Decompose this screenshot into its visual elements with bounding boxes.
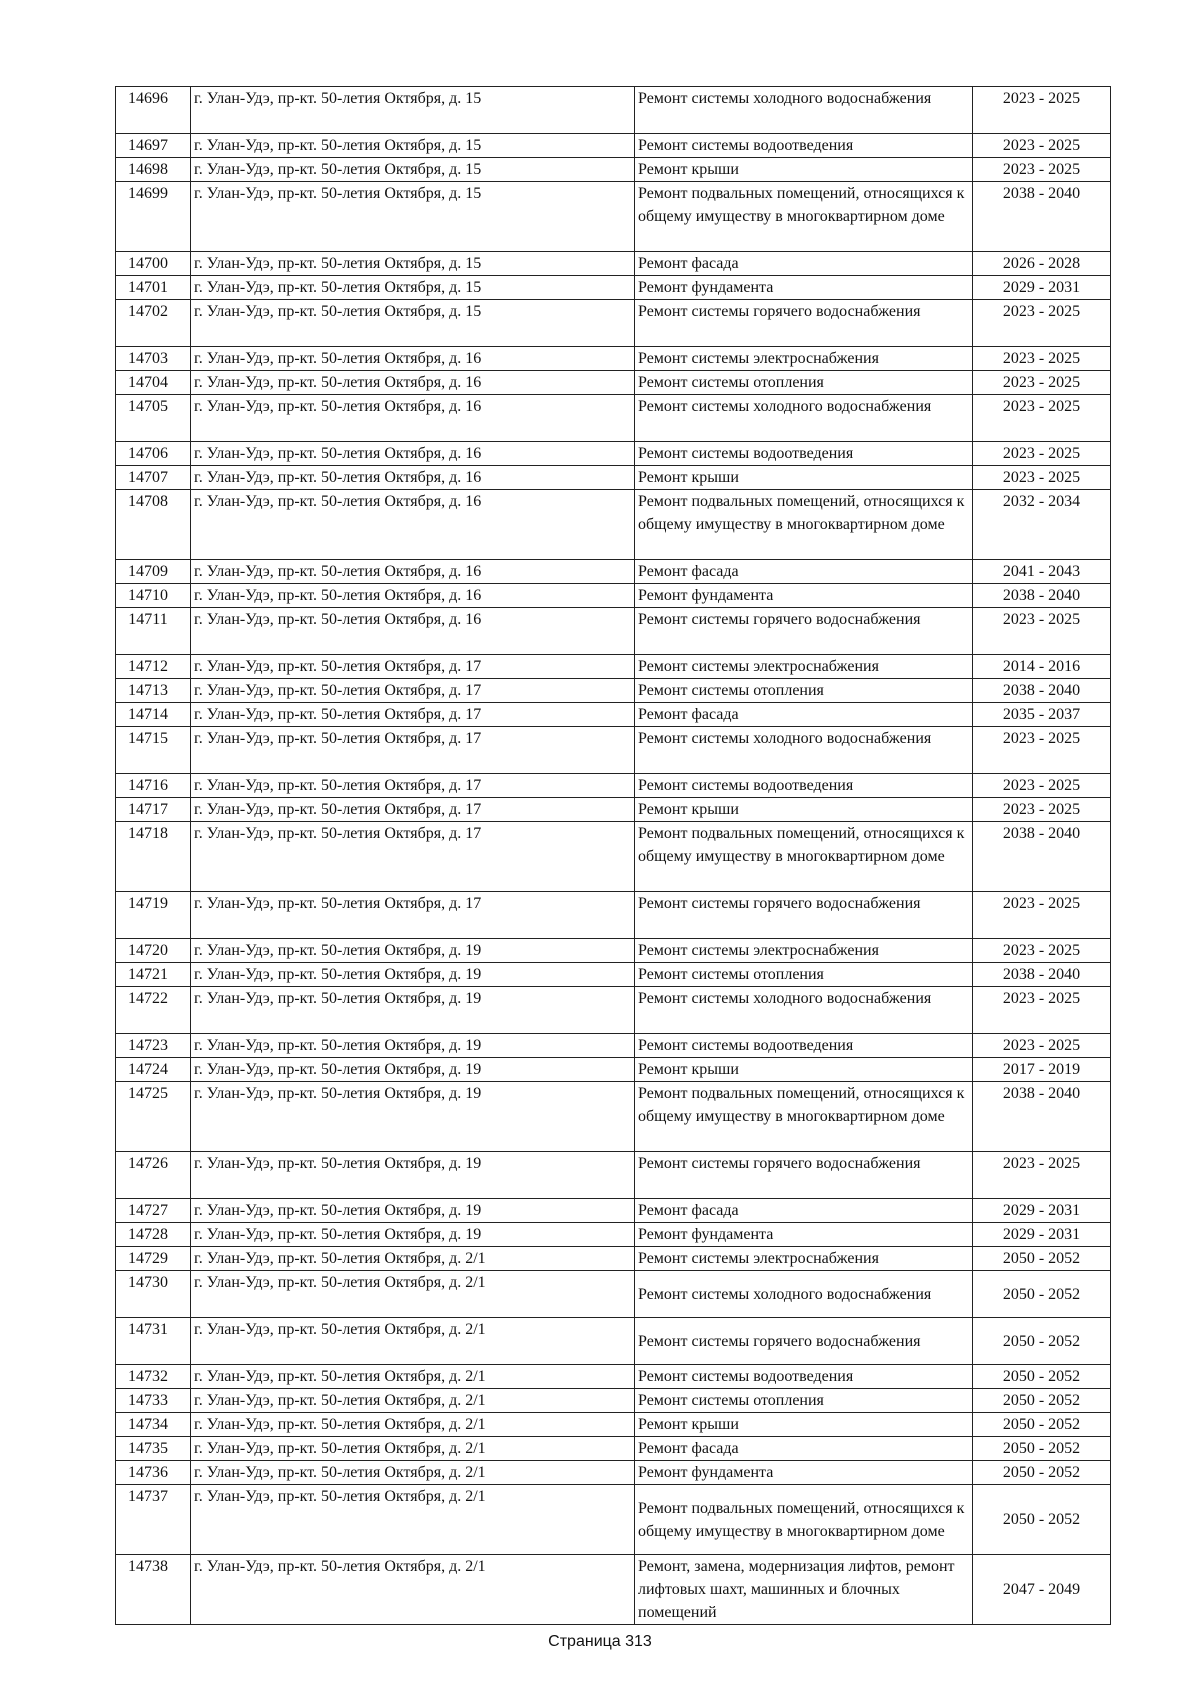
table-row [116,1223,1111,1247]
table-row [116,987,1111,1034]
work-type-cell: Ремонт подвальных помещений, относящихся к общему имуществу в многоквартирном доме [635,490,973,560]
address-cell: г. Улан-Удэ, пр-кт. 50-летия Октября, д. 2/1 [191,1437,635,1461]
period-cell: 2038 - 2040 [973,584,1111,608]
row-number-cell: 14737 [116,1485,191,1555]
work-type-cell: Ремонт фасада [635,1199,973,1223]
address-cell: г. Улан-Удэ, пр-кт. 50-летия Октября, д. 19 [191,963,635,987]
address-cell: г. Улан-Удэ, пр-кт. 50-летия Октября, д. 2/1 [191,1461,635,1485]
table-row [116,371,1111,395]
table-row [116,1058,1111,1082]
period-cell: 2050 - 2052 [973,1247,1111,1271]
table-row [116,1247,1111,1271]
table-row [116,300,1111,347]
row-number-cell: 14713 [116,679,191,703]
address-cell: г. Улан-Удэ, пр-кт. 50-летия Октября, д. 2/1 [191,1247,635,1271]
row-number-cell: 14704 [116,371,191,395]
row-number-cell: 14700 [116,252,191,276]
table-row [116,276,1111,300]
address-cell: г. Улан-Удэ, пр-кт. 50-летия Октября, д. 16 [191,490,635,560]
address-cell: г. Улан-Удэ, пр-кт. 50-летия Октября, д. 2/1 [191,1485,635,1555]
row-number-cell: 14730 [116,1271,191,1318]
table-row [116,1271,1111,1318]
table-row [116,134,1111,158]
table-row [116,182,1111,252]
address-cell: г. Улан-Удэ, пр-кт. 50-летия Октября, д. 2/1 [191,1555,635,1625]
table-row [116,822,1111,892]
period-cell: 2038 - 2040 [973,822,1111,892]
row-number-cell: 14708 [116,490,191,560]
address-cell: г. Улан-Удэ, пр-кт. 50-летия Октября, д. 16 [191,371,635,395]
work-type-cell: Ремонт крыши [635,798,973,822]
period-cell: 2050 - 2052 [973,1413,1111,1437]
work-type-cell: Ремонт фундамента [635,1461,973,1485]
work-type-cell: Ремонт фасада [635,1437,973,1461]
table-row [116,1413,1111,1437]
address-cell: г. Улан-Удэ, пр-кт. 50-летия Октября, д. 17 [191,655,635,679]
row-number-cell: 14720 [116,939,191,963]
row-number-cell: 14738 [116,1555,191,1625]
period-cell: 2023 - 2025 [973,134,1111,158]
address-cell: г. Улан-Удэ, пр-кт. 50-летия Октября, д. 19 [191,939,635,963]
address-cell: г. Улан-Удэ, пр-кт. 50-летия Октября, д. 17 [191,892,635,939]
period-cell: 2023 - 2025 [973,798,1111,822]
work-type-cell: Ремонт фундамента [635,1223,973,1247]
address-cell: г. Улан-Удэ, пр-кт. 50-летия Октября, д. 2/1 [191,1271,635,1318]
table-row [116,963,1111,987]
address-cell: г. Улан-Удэ, пр-кт. 50-летия Октября, д. 17 [191,679,635,703]
period-cell: 2047 - 2049 [973,1555,1111,1625]
period-cell: 2050 - 2052 [973,1389,1111,1413]
table-row [116,584,1111,608]
table-row [116,608,1111,655]
row-number-cell: 14726 [116,1152,191,1199]
table-body [116,87,1111,1625]
repair-schedule-table [115,86,1111,1625]
address-cell: г. Улан-Удэ, пр-кт. 50-летия Октября, д. 19 [191,1082,635,1152]
table-row [116,87,1111,134]
row-number-cell: 14734 [116,1413,191,1437]
row-number-cell: 14723 [116,1034,191,1058]
work-type-cell: Ремонт фундамента [635,276,973,300]
period-cell: 2023 - 2025 [973,987,1111,1034]
period-cell: 2041 - 2043 [973,560,1111,584]
table-row [116,395,1111,442]
work-type-cell: Ремонт крыши [635,1413,973,1437]
work-type-cell: Ремонт крыши [635,466,973,490]
table-row [116,939,1111,963]
row-number-cell: 14699 [116,182,191,252]
row-number-cell: 14721 [116,963,191,987]
period-cell: 2038 - 2040 [973,1082,1111,1152]
table-row [116,560,1111,584]
work-type-cell: Ремонт системы электроснабжения [635,655,973,679]
work-type-cell: Ремонт системы водоотведения [635,1365,973,1389]
table-row [116,798,1111,822]
work-type-cell: Ремонт фасада [635,560,973,584]
work-type-cell: Ремонт фундамента [635,584,973,608]
work-type-cell: Ремонт системы горячего водоснабжения [635,892,973,939]
work-type-cell: Ремонт системы горячего водоснабжения [635,1318,973,1365]
work-type-cell: Ремонт крыши [635,158,973,182]
work-type-cell: Ремонт системы холодного водоснабжения [635,727,973,774]
work-type-cell: Ремонт системы водоотведения [635,134,973,158]
period-cell: 2050 - 2052 [973,1318,1111,1365]
address-cell: г. Улан-Удэ, пр-кт. 50-летия Октября, д. 16 [191,395,635,442]
period-cell: 2023 - 2025 [973,1152,1111,1199]
work-type-cell: Ремонт системы горячего водоснабжения [635,608,973,655]
row-number-cell: 14714 [116,703,191,727]
address-cell: г. Улан-Удэ, пр-кт. 50-летия Октября, д. 15 [191,158,635,182]
work-type-cell: Ремонт подвальных помещений, относящихся к общему имуществу в многоквартирном доме [635,1082,973,1152]
work-type-cell: Ремонт системы отопления [635,371,973,395]
row-number-cell: 14718 [116,822,191,892]
row-number-cell: 14717 [116,798,191,822]
period-cell: 2035 - 2037 [973,703,1111,727]
table-row [116,1555,1111,1625]
address-cell: г. Улан-Удэ, пр-кт. 50-летия Октября, д. 19 [191,987,635,1034]
table-row [116,466,1111,490]
table-row [116,442,1111,466]
table-row [116,347,1111,371]
table-row [116,679,1111,703]
work-type-cell: Ремонт, замена, модернизация лифтов, ремонт лифтовых шахт, машинных и блочных помещений [635,1555,973,1625]
work-type-cell: Ремонт системы электроснабжения [635,1247,973,1271]
work-type-cell: Ремонт системы холодного водоснабжения [635,87,973,134]
row-number-cell: 14725 [116,1082,191,1152]
table-row [116,490,1111,560]
period-cell: 2038 - 2040 [973,963,1111,987]
period-cell: 2050 - 2052 [973,1365,1111,1389]
address-cell: г. Улан-Удэ, пр-кт. 50-летия Октября, д. 16 [191,608,635,655]
row-number-cell: 14732 [116,1365,191,1389]
period-cell: 2023 - 2025 [973,371,1111,395]
work-type-cell: Ремонт системы отопления [635,679,973,703]
row-number-cell: 14735 [116,1437,191,1461]
address-cell: г. Улан-Удэ, пр-кт. 50-летия Октября, д. 16 [191,442,635,466]
address-cell: г. Улан-Удэ, пр-кт. 50-летия Октября, д. 2/1 [191,1365,635,1389]
work-type-cell: Ремонт системы электроснабжения [635,347,973,371]
table-row [116,252,1111,276]
work-type-cell: Ремонт системы холодного водоснабжения [635,987,973,1034]
period-cell: 2029 - 2031 [973,1223,1111,1247]
address-cell: г. Улан-Удэ, пр-кт. 50-летия Октября, д. 15 [191,87,635,134]
period-cell: 2017 - 2019 [973,1058,1111,1082]
row-number-cell: 14702 [116,300,191,347]
address-cell: г. Улан-Удэ, пр-кт. 50-летия Октября, д. 15 [191,252,635,276]
address-cell: г. Улан-Удэ, пр-кт. 50-летия Октября, д. 17 [191,774,635,798]
address-cell: г. Улан-Удэ, пр-кт. 50-летия Октября, д. 16 [191,584,635,608]
address-cell: г. Улан-Удэ, пр-кт. 50-летия Октября, д. 15 [191,134,635,158]
row-number-cell: 14728 [116,1223,191,1247]
row-number-cell: 14698 [116,158,191,182]
address-cell: г. Улан-Удэ, пр-кт. 50-летия Октября, д. 19 [191,1199,635,1223]
period-cell: 2023 - 2025 [973,395,1111,442]
work-type-cell: Ремонт подвальных помещений, относящихся к общему имуществу в многоквартирном доме [635,182,973,252]
table-row [116,892,1111,939]
work-type-cell: Ремонт фасада [635,703,973,727]
work-type-cell: Ремонт системы холодного водоснабжения [635,395,973,442]
work-type-cell: Ремонт системы электроснабжения [635,939,973,963]
work-type-cell: Ремонт системы горячего водоснабжения [635,1152,973,1199]
row-number-cell: 14722 [116,987,191,1034]
table-row [116,1318,1111,1365]
table-row [116,1152,1111,1199]
period-cell: 2023 - 2025 [973,87,1111,134]
table-row [116,1485,1111,1555]
row-number-cell: 14697 [116,134,191,158]
period-cell: 2050 - 2052 [973,1461,1111,1485]
period-cell: 2038 - 2040 [973,679,1111,703]
address-cell: г. Улан-Удэ, пр-кт. 50-летия Октября, д. 19 [191,1034,635,1058]
period-cell: 2023 - 2025 [973,774,1111,798]
work-type-cell: Ремонт крыши [635,1058,973,1082]
period-cell: 2023 - 2025 [973,158,1111,182]
table-row [116,1034,1111,1058]
period-cell: 2023 - 2025 [973,608,1111,655]
period-cell: 2023 - 2025 [973,466,1111,490]
table-row [116,158,1111,182]
period-cell: 2029 - 2031 [973,1199,1111,1223]
work-type-cell: Ремонт системы отопления [635,1389,973,1413]
address-cell: г. Улан-Удэ, пр-кт. 50-летия Октября, д. 15 [191,300,635,347]
table-row [116,1389,1111,1413]
work-type-cell: Ремонт системы холодного водоснабжения [635,1271,973,1318]
period-cell: 2023 - 2025 [973,347,1111,371]
work-type-cell: Ремонт системы горячего водоснабжения [635,300,973,347]
row-number-cell: 14711 [116,608,191,655]
row-number-cell: 14701 [116,276,191,300]
row-number-cell: 14729 [116,1247,191,1271]
row-number-cell: 14724 [116,1058,191,1082]
row-number-cell: 14716 [116,774,191,798]
period-cell: 2032 - 2034 [973,490,1111,560]
address-cell: г. Улан-Удэ, пр-кт. 50-летия Октября, д. 17 [191,703,635,727]
address-cell: г. Улан-Удэ, пр-кт. 50-летия Октября, д. 19 [191,1058,635,1082]
table-row [116,655,1111,679]
period-cell: 2023 - 2025 [973,892,1111,939]
row-number-cell: 14731 [116,1318,191,1365]
row-number-cell: 14715 [116,727,191,774]
address-cell: г. Улан-Удэ, пр-кт. 50-летия Октября, д. 2/1 [191,1318,635,1365]
work-type-cell: Ремонт фасада [635,252,973,276]
address-cell: г. Улан-Удэ, пр-кт. 50-летия Октября, д. 15 [191,182,635,252]
period-cell: 2026 - 2028 [973,252,1111,276]
row-number-cell: 14706 [116,442,191,466]
table-row [116,774,1111,798]
period-cell: 2023 - 2025 [973,300,1111,347]
address-cell: г. Улан-Удэ, пр-кт. 50-летия Октября, д. 2/1 [191,1389,635,1413]
period-cell: 2050 - 2052 [973,1271,1111,1318]
address-cell: г. Улан-Удэ, пр-кт. 50-летия Октября, д. 19 [191,1152,635,1199]
period-cell: 2038 - 2040 [973,182,1111,252]
table-row [116,1461,1111,1485]
table-row [116,1199,1111,1223]
row-number-cell: 14707 [116,466,191,490]
work-type-cell: Ремонт системы водоотведения [635,774,973,798]
row-number-cell: 14733 [116,1389,191,1413]
address-cell: г. Улан-Удэ, пр-кт. 50-летия Октября, д. 17 [191,798,635,822]
period-cell: 2029 - 2031 [973,276,1111,300]
address-cell: г. Улан-Удэ, пр-кт. 50-летия Октября, д. 17 [191,727,635,774]
work-type-cell: Ремонт системы водоотведения [635,1034,973,1058]
period-cell: 2023 - 2025 [973,442,1111,466]
table-row [116,727,1111,774]
address-cell: г. Улан-Удэ, пр-кт. 50-летия Октября, д. 16 [191,560,635,584]
address-cell: г. Улан-Удэ, пр-кт. 50-летия Октября, д. 16 [191,347,635,371]
address-cell: г. Улан-Удэ, пр-кт. 50-летия Октября, д. 15 [191,276,635,300]
row-number-cell: 14696 [116,87,191,134]
page-number: Страница 313 [548,1633,652,1650]
row-number-cell: 14705 [116,395,191,442]
period-cell: 2023 - 2025 [973,939,1111,963]
table-row [116,703,1111,727]
address-cell: г. Улан-Удэ, пр-кт. 50-летия Октября, д. 17 [191,822,635,892]
period-cell: 2023 - 2025 [973,727,1111,774]
period-cell: 2014 - 2016 [973,655,1111,679]
table-row [116,1365,1111,1389]
period-cell: 2023 - 2025 [973,1034,1111,1058]
work-type-cell: Ремонт подвальных помещений, относящихся к общему имуществу в многоквартирном доме [635,1485,973,1555]
address-cell: г. Улан-Удэ, пр-кт. 50-летия Октября, д. 19 [191,1223,635,1247]
address-cell: г. Улан-Удэ, пр-кт. 50-летия Октября, д. 16 [191,466,635,490]
work-type-cell: Ремонт подвальных помещений, относящихся к общему имуществу в многоквартирном доме [635,822,973,892]
row-number-cell: 14709 [116,560,191,584]
row-number-cell: 14736 [116,1461,191,1485]
table-row [116,1437,1111,1461]
period-cell: 2050 - 2052 [973,1485,1111,1555]
row-number-cell: 14712 [116,655,191,679]
row-number-cell: 14727 [116,1199,191,1223]
row-number-cell: 14719 [116,892,191,939]
row-number-cell: 14710 [116,584,191,608]
period-cell: 2050 - 2052 [973,1437,1111,1461]
work-type-cell: Ремонт системы отопления [635,963,973,987]
address-cell: г. Улан-Удэ, пр-кт. 50-летия Октября, д. 2/1 [191,1413,635,1437]
row-number-cell: 14703 [116,347,191,371]
table-row [116,1082,1111,1152]
work-type-cell: Ремонт системы водоотведения [635,442,973,466]
